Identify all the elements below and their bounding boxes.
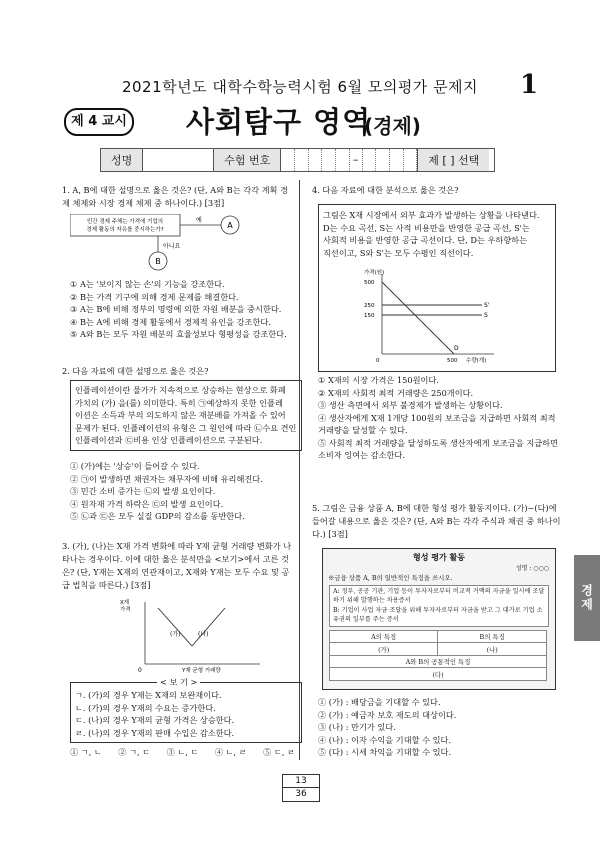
q1-no-label: 아니요 bbox=[163, 243, 181, 250]
q3-y-label2: 가격 bbox=[120, 607, 131, 613]
q1-node-a-label: A bbox=[227, 221, 233, 230]
q1-box-text1: 민간 경제 주체는 가격에 기업의 bbox=[86, 219, 164, 225]
q5-desc-box bbox=[329, 585, 549, 627]
q5-option-3[interactable]: ③ (나) : 만기가 있다. bbox=[318, 722, 396, 732]
q3-bogi-item: ㄱ. (가)의 경우 Y재는 X재의 보완재이다. bbox=[75, 690, 222, 700]
footer-page: 13 bbox=[283, 775, 319, 788]
footer-total: 36 bbox=[295, 789, 307, 799]
q3-line-b-label: (나) bbox=[198, 631, 209, 638]
q5-activity-sheet bbox=[322, 548, 556, 690]
q4-tick-150: 150 bbox=[364, 313, 375, 319]
column-divider bbox=[299, 180, 300, 760]
q4-options bbox=[318, 374, 558, 462]
q5-desc-a: A: 정부, 공공 기관, 기업 등이 투자자로부터 비교적 거액의 자금을 일시에 조달하기 위해 발행하는 차용증서 bbox=[333, 588, 545, 604]
q5-table bbox=[329, 630, 547, 681]
q3-line-a-label: (가) bbox=[170, 631, 181, 638]
q5-cell-na: (나) bbox=[438, 643, 547, 656]
q1-option-5[interactable]: ⑤ A와 B는 모두 자원 배분의 효율성보다 형평성을 강조한다. bbox=[70, 329, 287, 339]
q2-passage-line: 문제가 된다. 인플레이션의 유형은 그 원인에 따라 ㉡수요 견인 bbox=[75, 422, 297, 433]
q2-options bbox=[70, 460, 295, 523]
q1-option-2[interactable]: ② B는 가격 기구에 의해 경제 문제를 해결한다. bbox=[70, 291, 239, 302]
name-field[interactable] bbox=[143, 149, 214, 171]
q4-stem: 4. 다음 자료에 대한 분석으로 옳은 것은? bbox=[312, 185, 459, 195]
q1-diagram bbox=[70, 214, 270, 274]
choice-label: 제 [ ] 선택 bbox=[418, 149, 489, 171]
q3-x-label: Y재 균형 거래량 bbox=[182, 668, 221, 674]
q4-label-s: S bbox=[484, 312, 488, 319]
q3-choice-5[interactable]: ⑤ ㄷ, ㄹ bbox=[263, 747, 295, 757]
q1-options bbox=[70, 278, 295, 341]
q4-option-3[interactable]: ③ 생산 측면에서 외부 불경제가 발생하는 상황이다. bbox=[318, 400, 503, 410]
q4-x-axis: 수량(개) bbox=[466, 358, 487, 364]
q2-stem: 2. 다음 자료에 대한 설명으로 옳은 것은? bbox=[62, 366, 209, 376]
q1-node-b-label: B bbox=[155, 257, 161, 266]
q5-col-b: B의 특징 bbox=[438, 631, 547, 643]
info-bar bbox=[100, 148, 495, 172]
q5-option-1[interactable]: ① (가) : 배당금을 기대할 수 있다. bbox=[318, 697, 441, 707]
q4-passage-line: 직선이고, S와 S'는 모두 수평인 직선이다. bbox=[323, 247, 474, 258]
q3-bogi-item: ㄴ. (가)의 경우 Y재의 수요는 증가한다. bbox=[75, 702, 216, 713]
q3-stem: 3. (가), (나)는 X재 가격 변화에 따라 Y재 균형 거래량 변화가 나타나는 경우이다. 이에 대한 옳은 분석만을 <보기>에서 고른 것은? (단, Y재는 X재의 연관재이고, X재와 Y재는 모두 수요 및 공급 법칙을 따른다.) [3점] bbox=[62, 541, 292, 590]
q5-options bbox=[318, 696, 558, 759]
q4-tick-x-500: 500 bbox=[447, 358, 458, 364]
page-footer bbox=[282, 774, 320, 802]
q3-choice-2[interactable]: ② ㄱ, ㄷ bbox=[118, 747, 151, 757]
q1-option-3[interactable]: ③ A는 B에 비해 정부의 명령에 의한 자원 배분을 중시한다. bbox=[70, 304, 282, 314]
q3-choice-4[interactable]: ④ ㄴ, ㄹ bbox=[214, 747, 247, 757]
q2-passage-line: 이션은 소득과 부의 의도하지 않은 재분배를 가져올 수 있어 bbox=[75, 410, 286, 420]
q2-option-3[interactable]: ③ 민간 소비 증가는 ㉡의 발생 요인이다. bbox=[70, 486, 216, 496]
exam-number-field[interactable]: – bbox=[281, 149, 418, 171]
q3-origin: 0 bbox=[138, 667, 142, 674]
name-label: 성명 bbox=[101, 149, 143, 171]
q3-graph bbox=[120, 596, 270, 674]
q5-student: 성명 : ○○○ bbox=[515, 565, 549, 572]
q4-option-2[interactable]: ② X재의 사회적 최적 거래량은 250개이다. bbox=[318, 387, 474, 398]
q4-tick-500: 500 bbox=[364, 280, 375, 286]
q5-common: A와 B의 공통적인 특징 bbox=[330, 656, 547, 668]
q2-passage-line: 인플레이션이란 물가가 지속적으로 상승하는 현상으로 화폐 bbox=[75, 385, 286, 395]
q5-cell-da: (다) bbox=[330, 668, 547, 681]
q3-line-a bbox=[158, 608, 192, 646]
period-badge: 제 4 교시 bbox=[64, 108, 134, 136]
q5-option-5[interactable]: ⑤ (다) : 시세 차익을 기대할 수 있다. bbox=[318, 747, 452, 757]
q4-y-axis: 가격(원) bbox=[364, 270, 385, 276]
q1-box-text2: 경제 활동의 자유를 중시하는가? bbox=[86, 227, 164, 233]
subject-subtitle: (경제) bbox=[364, 114, 421, 138]
q4-graph bbox=[354, 266, 504, 364]
q1-stem: 1. A, B에 대한 설명으로 옳은 것은? (단, A와 B는 각각 계획 경제 체제와 시장 경제 체제 중 하나이다.) [3점] bbox=[62, 185, 288, 208]
q3-line-b bbox=[192, 608, 225, 646]
q4-option-1[interactable]: ① X재의 시장 가격은 150원이다. bbox=[318, 375, 439, 385]
q2-option-2[interactable]: ② ㉠이 발생하면 채권자는 채무자에 비해 유리해진다. bbox=[70, 473, 263, 484]
q2-option-1[interactable]: ① (가)에는 '상승'이 들어갈 수 있다. bbox=[70, 461, 200, 471]
q3-bogi-item: ㄷ. (나)의 경우 Y재의 균형 가격은 상승한다. bbox=[75, 715, 235, 725]
q2-passage-box bbox=[70, 380, 302, 451]
q4-passage-line: 사회적 비용을 반영한 공급 곡선이다. 단, D는 우하향하는 bbox=[323, 235, 527, 245]
q4-origin: 0 bbox=[376, 358, 380, 364]
q5-option-2[interactable]: ② (가) : 예금자 보호 제도의 대상이다. bbox=[318, 709, 457, 720]
q4-passage-line: 그림은 X재 시장에서 외부 효과가 발생하는 상황을 나타낸다. bbox=[323, 210, 540, 220]
q1-yes-label: 예 bbox=[196, 217, 202, 224]
q5-cell-ga: (가) bbox=[330, 643, 438, 656]
q5-col-a: A의 특징 bbox=[330, 631, 438, 643]
q2-passage-line: 인플레이션과 ㉢비용 인상 인플레이션으로 구분된다. bbox=[75, 435, 263, 445]
q4-tick-250: 250 bbox=[364, 303, 375, 309]
q4-option-4[interactable]: ④ 생산자에게 X재 1개당 100원의 보조금을 지급하면 사회적 최적 거래량을 달성할 수 있다. bbox=[318, 412, 556, 435]
exam-number-label: 수험 번호 bbox=[214, 149, 281, 171]
q3-y-label1: X재 bbox=[120, 600, 130, 606]
q4-demand-line bbox=[382, 282, 454, 354]
q3-bogi-box bbox=[70, 677, 302, 743]
q2-option-5[interactable]: ⑤ ㉡과 ㉢은 모두 실질 GDP의 감소를 동반한다. bbox=[70, 511, 245, 521]
q3-choices bbox=[70, 746, 295, 759]
subject-side-tab: 경제 bbox=[574, 555, 600, 641]
q5-option-4[interactable]: ④ (나) : 이자 수익을 기대할 수 있다. bbox=[318, 734, 452, 745]
q1-option-1[interactable]: ① A는 '보이지 않는 손'의 기능을 강조한다. bbox=[70, 279, 225, 289]
q4-label-d: D bbox=[454, 345, 459, 352]
q5-instruction: ※금융 상품 A, B의 일반적인 특징을 쓰시오. bbox=[328, 574, 453, 582]
q1-option-4[interactable]: ④ B는 A에 비해 경제 활동에서 경제적 유인을 강조한다. bbox=[70, 316, 271, 327]
exam-title: 2021학년도 대학수학능력시험 6월 모의평가 문제지 bbox=[121, 78, 479, 96]
q5-stem: 5. 그림은 금융 상품 A, B에 대한 형성 평가 활동지이다. (가)~(다)에 들어갈 내용으로 옳은 것은? (단, A와 B는 각각 주식과 채권 중 하나이다.) [3점] bbox=[312, 503, 561, 539]
q4-label-s-prime: S' bbox=[484, 302, 490, 309]
q2-option-4[interactable]: ④ 원자재 가격 하락은 ㉢의 발생 요인이다. bbox=[70, 498, 224, 509]
q4-option-5[interactable]: ⑤ 사회적 최적 거래량을 달성하도록 생산자에게 보조금을 지급하면 소비자 잉여는 감소한다. bbox=[318, 437, 558, 460]
q3-choice-3[interactable]: ③ ㄴ, ㄷ bbox=[166, 747, 199, 757]
q3-bogi-title: < 보 기 > bbox=[157, 676, 200, 689]
q5-sheet-title: 형성 평가 활동 bbox=[413, 553, 465, 562]
subject-title: 사회탐구 영역 bbox=[186, 105, 372, 139]
q3-choice-1[interactable]: ① ㄱ, ㄴ bbox=[70, 747, 102, 757]
page-number: 1 bbox=[520, 70, 539, 100]
q2-passage-line: 가치의 (가) 을(를) 의미한다. 특히 ㉠예상하지 못한 인플레 bbox=[75, 397, 283, 408]
q3-bogi-item: ㄹ. (나)의 경우 Y재의 판매 수입은 감소한다. bbox=[75, 727, 235, 738]
q4-passage-line: D는 수요 곡선, S는 사적 비용만을 반영한 공급 곡선, S'는 bbox=[323, 222, 530, 233]
q5-desc-b: B: 기업이 사업 자금 조달을 위해 투자자로부터 자금을 받고 그 대가로 기업 소유권의 일부를 주는 증서 bbox=[333, 607, 543, 623]
